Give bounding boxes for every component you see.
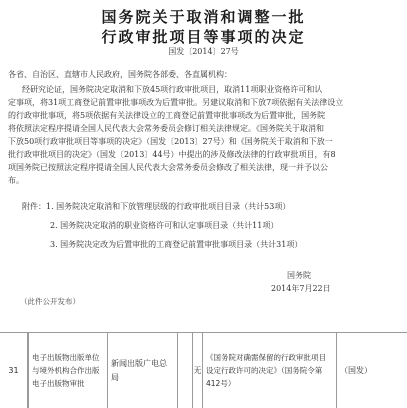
- attachment-item: 附件：1. 国务院决定取消和下放管理层级的行政审批项目目录（共计53项）: [22, 202, 291, 211]
- attachment-item: 2. 国务院决定取消的职业资格许可和认定事项目录（共计11项）: [50, 221, 279, 230]
- table-cell-authority: 新闻出版广电总局: [108, 333, 178, 408]
- addressee: 各省、自治区、直辖市人民政府，国务院各部委、各直属机构：: [8, 70, 232, 79]
- body-line: 项国务院已按照法定程序提请全国人民代表大会常务委员会修改了相关法律，现一并予以公: [8, 163, 328, 172]
- body-line: 的行政审批事项，将5项依据有关法律设立的工商登记前置审批事项改为后置审批，国务院: [8, 111, 326, 120]
- table-cell-number: 31: [0, 333, 28, 408]
- body-line: 将依照法定程序提请全国人民代表大会常务委员会修订相关法律规定。《国务院关于取消和: [8, 124, 324, 133]
- attachment-item: 3. 国务院决定改为后置审批的工商登记前置审批事项目录（共计31项）: [50, 240, 303, 249]
- catalog-table: [0, 332, 407, 407]
- body-line: 批行政审批项目的决定》（国发〔2013〕44号）中提出的涉及修改法律的行政审批项目，有8: [8, 150, 336, 159]
- document-date: 2014年7月22日: [271, 284, 331, 293]
- table-cell-item-name: 电子出版物出版单位与境外机构合作出版电子出版物审批: [28, 333, 108, 408]
- document-title-line2: 行政审批项目等事项的决定: [101, 28, 306, 46]
- body-line: 下放50项行政审批项目等事项的决定》（国发〔2013〕27号）和《国务院关于取消和下放一: [8, 137, 333, 146]
- body-line: 定事项，将31项工商登记前置审批事项改为后置审批。另建议取消和下放7项依据有关法律设立: [8, 98, 344, 107]
- document-number: 国发〔2014〕27号: [168, 47, 239, 56]
- signature: 国务院: [287, 271, 311, 280]
- table-cell-blank: [178, 333, 193, 408]
- body-line: 布。: [8, 176, 24, 185]
- document-title-line1: 国务院关于取消和调整一批: [101, 8, 306, 26]
- body-line: 经研究论证，国务院决定取消和下放45项行政审批项目，取消11项职业资格许可和认: [22, 85, 323, 94]
- table-cell-note: （国发）: [340, 365, 372, 375]
- table-cell-basis: 《国务院对确需保留的行政审批项目设定行政许可的决定》（国务院令第412号）: [203, 333, 337, 408]
- publish-note: （此件公开发布）: [20, 297, 80, 306]
- table-cell-none: 无: [193, 333, 203, 408]
